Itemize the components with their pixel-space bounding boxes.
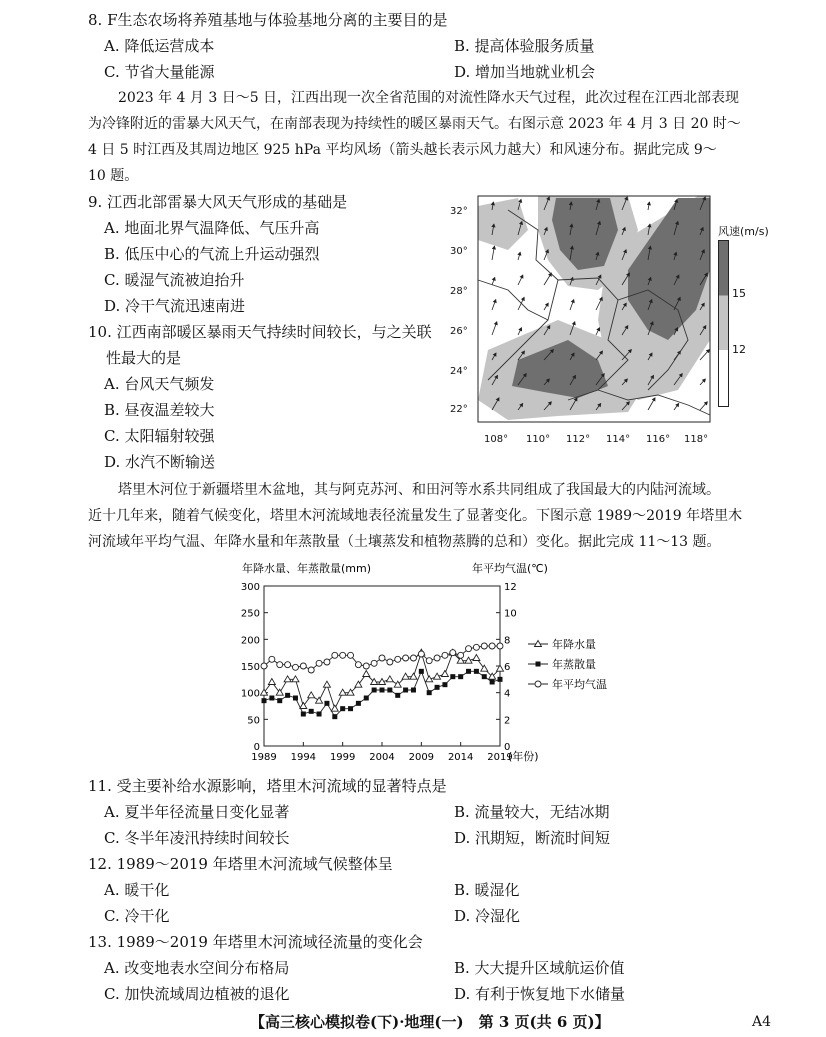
q11-option-b[interactable]: B. 流量较大，无结冰期 bbox=[454, 803, 610, 821]
point-circle bbox=[426, 658, 432, 664]
q11-option-a[interactable]: A. 夏半年径流量日变化显著 bbox=[104, 803, 290, 821]
x-tick-label: 2004 bbox=[369, 752, 395, 763]
q12-option-d[interactable]: D. 冷湿化 bbox=[454, 907, 521, 925]
wind-arrow-head bbox=[495, 322, 498, 325]
point-triangle bbox=[323, 681, 330, 687]
point-square bbox=[450, 674, 455, 679]
point-triangle bbox=[308, 692, 315, 698]
x-tick-label: 2014 bbox=[447, 752, 474, 763]
q9-stem: 9. 江西北部雷暴大风天气形成的基础是 bbox=[88, 193, 348, 211]
wind-arrow-head bbox=[600, 297, 603, 300]
point-square bbox=[411, 688, 416, 693]
point-circle bbox=[300, 663, 306, 669]
point-square bbox=[536, 662, 541, 667]
right-tick-label: 2 bbox=[504, 715, 511, 727]
right-axis-label: 年平均气温(℃) bbox=[472, 562, 548, 575]
point-square bbox=[474, 669, 479, 674]
point-square bbox=[466, 669, 471, 674]
point-circle bbox=[332, 652, 338, 658]
x-tick-label: 1994 bbox=[290, 752, 317, 763]
map-legend-bar bbox=[718, 240, 729, 407]
point-circle bbox=[277, 662, 283, 668]
point-circle bbox=[371, 660, 377, 666]
left-tick-label: 100 bbox=[240, 688, 260, 700]
point-circle bbox=[355, 662, 361, 668]
point-circle bbox=[418, 651, 424, 657]
point-square bbox=[301, 712, 306, 717]
q8-option-b[interactable]: B. 提高体验服务质量 bbox=[454, 37, 595, 55]
wind-arrow-head bbox=[675, 199, 678, 202]
point-triangle bbox=[292, 676, 299, 682]
plot-frame bbox=[264, 586, 500, 746]
point-circle bbox=[535, 681, 541, 687]
lon-label: 110° bbox=[526, 434, 551, 445]
q8-option-c[interactable]: C. 节省大量能源 bbox=[104, 63, 215, 81]
wind-arrow-head bbox=[519, 199, 522, 202]
passage1-line2: 为冷锋附近的雷暴大风天气，在南部表现为持续性的暖区暴雨天气。右图示意 2023 年 4 月 3 日 20 时～ bbox=[88, 116, 741, 132]
right-tick-label: 6 bbox=[504, 662, 511, 673]
q9-option-b[interactable]: B. 低压中心的气流上升运动强烈 bbox=[104, 245, 320, 263]
point-circle bbox=[285, 662, 291, 668]
q8-stem: 8. F生态农场将养殖基地与体验基地分离的主要目的是 bbox=[88, 11, 448, 29]
q13-option-d[interactable]: D. 有利于恢复地下水储量 bbox=[454, 985, 626, 1003]
wind-arrow-head bbox=[648, 224, 651, 227]
point-square bbox=[395, 693, 400, 698]
point-triangle bbox=[441, 671, 448, 677]
wind-arrow-head bbox=[492, 202, 495, 205]
wind-arrow-head bbox=[572, 300, 575, 303]
point-square bbox=[442, 682, 447, 687]
point-circle bbox=[324, 659, 330, 665]
legend-label: 年降水量 bbox=[552, 638, 596, 651]
point-square bbox=[324, 701, 329, 706]
left-tick-label: 250 bbox=[240, 608, 260, 620]
right-tick-label: 10 bbox=[504, 608, 517, 620]
point-triangle bbox=[316, 697, 323, 703]
chart-series bbox=[261, 643, 504, 719]
point-triangle bbox=[268, 679, 275, 685]
point-circle bbox=[458, 652, 464, 658]
wind-arrow-head bbox=[492, 277, 495, 280]
q8-option-d[interactable]: D. 增加当地就业机会 bbox=[454, 63, 596, 81]
q10-option-b[interactable]: B. 昼夜温差较大 bbox=[104, 401, 215, 419]
point-circle bbox=[340, 652, 346, 658]
point-square bbox=[364, 696, 369, 701]
lon-label: 116° bbox=[646, 434, 671, 445]
climate-line-chart bbox=[232, 560, 632, 770]
left-tick-label: 300 bbox=[240, 582, 260, 593]
point-square bbox=[356, 701, 361, 706]
q13-option-c[interactable]: C. 加快流域周边植被的退化 bbox=[104, 985, 290, 1003]
point-square bbox=[348, 706, 353, 711]
point-triangle bbox=[410, 673, 417, 679]
point-circle bbox=[387, 659, 393, 665]
left-tick-label: 0 bbox=[253, 742, 260, 753]
wind-map-figure bbox=[448, 190, 718, 452]
point-circle bbox=[269, 656, 275, 662]
point-triangle bbox=[386, 676, 393, 682]
q13-option-a[interactable]: A. 改变地表水空间分布格局 bbox=[104, 959, 290, 977]
left-axis-label: 年降水量、年蒸散量(mm) bbox=[242, 562, 372, 575]
point-square bbox=[419, 669, 424, 674]
point-circle bbox=[316, 660, 322, 666]
point-triangle bbox=[363, 671, 370, 677]
x-tick-label: 1989 bbox=[251, 752, 277, 763]
x-tick-label: 2009 bbox=[408, 752, 435, 763]
paper-code: A4 bbox=[752, 1014, 772, 1030]
point-triangle bbox=[284, 676, 291, 682]
right-tick-label: 12 bbox=[504, 582, 517, 593]
q8-option-a[interactable]: A. 降低运营成本 bbox=[104, 37, 215, 55]
legend-tick: 15 bbox=[732, 287, 746, 300]
q12-option-a[interactable]: A. 暖干化 bbox=[104, 881, 170, 899]
point-triangle bbox=[339, 689, 346, 695]
point-square bbox=[293, 696, 298, 701]
wind-arrow-head bbox=[494, 300, 497, 303]
right-tick-label: 4 bbox=[504, 688, 511, 700]
point-square bbox=[435, 685, 440, 690]
point-circle bbox=[308, 667, 314, 673]
point-circle bbox=[497, 643, 503, 649]
lon-label: 118° bbox=[684, 434, 709, 445]
point-square bbox=[309, 709, 314, 714]
q12-option-b[interactable]: B. 暖湿化 bbox=[454, 881, 520, 899]
passage1-line4: 10 题。 bbox=[88, 168, 139, 184]
point-circle bbox=[442, 652, 448, 658]
q13-option-b[interactable]: B. 大大提升区域航运价值 bbox=[454, 959, 625, 977]
point-circle bbox=[348, 652, 354, 658]
passage1-line1: 2023 年 4 月 3 日～5 日，江西出现一次全省范围的对流性降水天气过程，此次过程在江西北部表现 bbox=[118, 90, 740, 106]
lat-label: 22° bbox=[450, 404, 468, 415]
point-square bbox=[340, 706, 345, 711]
point-circle bbox=[403, 655, 409, 661]
q12-option-c[interactable]: C. 冷干化 bbox=[104, 907, 170, 925]
q10-stem-line1: 10. 江西南部暖区暴雨天气持续时间较长，与之关联 bbox=[88, 323, 432, 341]
left-tick-label: 200 bbox=[240, 635, 260, 647]
point-circle bbox=[450, 650, 456, 656]
point-triangle bbox=[473, 655, 480, 661]
q13-stem: 13. 1989～2019 年塔里木河流域径流量的变化会 bbox=[88, 933, 423, 951]
point-circle bbox=[466, 646, 472, 652]
wind-arrow-head bbox=[520, 275, 523, 278]
q10-option-d[interactable]: D. 水汽不断输送 bbox=[104, 453, 216, 471]
point-square bbox=[490, 680, 495, 685]
right-tick-label: 8 bbox=[504, 635, 511, 647]
passage2-line2: 近十几年来，随着气候变化，塔里木河流域地表径流量发生了显著变化。下图示意 1989～2019 年塔里木 bbox=[88, 508, 743, 524]
passage2-line3: 河流域年平均气温、年降水量和年蒸散量（土壤蒸发和植物蒸腾的总和）变化。据此完成 11～13 题。 bbox=[88, 534, 721, 550]
wind-arrow-head bbox=[597, 328, 600, 331]
point-square bbox=[277, 698, 282, 703]
q9-option-d[interactable]: D. 冷干气流迅速南进 bbox=[104, 297, 246, 315]
x-tick-label: 2019 bbox=[487, 752, 513, 763]
x-tick-label: 1999 bbox=[329, 752, 356, 763]
point-circle bbox=[363, 663, 369, 669]
wind-arrow-head bbox=[522, 297, 525, 300]
lat-label: 30° bbox=[450, 246, 468, 257]
wind-arrow-head bbox=[518, 252, 521, 255]
wind-arrow-head bbox=[493, 246, 496, 249]
x-axis-label: (年份) bbox=[508, 750, 539, 763]
point-square bbox=[332, 714, 337, 719]
q10-option-a[interactable]: A. 台风天气频发 bbox=[104, 375, 215, 393]
lat-label: 26° bbox=[450, 326, 468, 337]
point-square bbox=[403, 688, 408, 693]
q11-stem: 11. 受主要补给水源影响，塔里木河流域的显著特点是 bbox=[88, 777, 447, 795]
lat-label: 32° bbox=[450, 206, 468, 217]
lon-label: 114° bbox=[606, 434, 631, 445]
point-square bbox=[372, 688, 377, 693]
point-circle bbox=[292, 664, 298, 670]
point-circle bbox=[410, 655, 416, 661]
lat-label: 28° bbox=[450, 286, 468, 297]
right-tick-label: 0 bbox=[504, 742, 511, 753]
point-circle bbox=[481, 643, 487, 649]
lat-label: 24° bbox=[450, 366, 468, 377]
q12-stem: 12. 1989～2019 年塔里木河流域气候整体呈 bbox=[88, 855, 393, 873]
point-circle bbox=[261, 663, 267, 669]
point-square bbox=[498, 677, 503, 682]
point-triangle bbox=[535, 641, 542, 647]
legend-tick: 12 bbox=[732, 343, 746, 356]
point-triangle bbox=[331, 705, 338, 711]
point-circle bbox=[434, 655, 440, 661]
legend-label: 年平均气温 bbox=[552, 678, 607, 691]
wind-arrow-head bbox=[652, 398, 655, 401]
map-lat-labels bbox=[450, 206, 468, 415]
wind-arrow-head bbox=[546, 303, 549, 306]
q10-option-c[interactable]: C. 太阳辐射较强 bbox=[104, 427, 215, 445]
map-legend-title: 风速(m/s) bbox=[718, 225, 769, 238]
point-square bbox=[317, 712, 322, 717]
point-square bbox=[262, 698, 267, 703]
wind-arrow-head bbox=[519, 328, 522, 331]
point-square bbox=[427, 690, 432, 695]
point-circle bbox=[395, 656, 401, 662]
left-tick-label: 150 bbox=[240, 662, 260, 673]
point-square bbox=[458, 674, 463, 679]
map-lon-labels bbox=[484, 434, 708, 445]
passage2-line1: 塔里木河位于新疆塔里木盆地，其与阿克苏河、和田河等水系共同组成了我国最大的内陆河流域。 bbox=[118, 482, 720, 498]
point-square bbox=[285, 693, 290, 698]
point-square bbox=[380, 688, 385, 693]
point-square bbox=[387, 688, 392, 693]
point-circle bbox=[489, 643, 495, 649]
point-triangle bbox=[402, 673, 409, 679]
left-tick-label: 50 bbox=[247, 715, 260, 727]
point-square bbox=[269, 696, 274, 701]
legend-label: 年蒸散量 bbox=[552, 658, 596, 671]
q11-option-d[interactable]: D. 汛期短，断流时间短 bbox=[454, 829, 611, 847]
point-circle bbox=[473, 644, 479, 650]
q9-option-a[interactable]: A. 地面北界气温降低、气压升高 bbox=[104, 219, 320, 237]
q11-option-c[interactable]: C. 冬半年凌汛持续时间较长 bbox=[104, 829, 290, 847]
q10-stem-line2: 性最大的是 bbox=[106, 349, 182, 367]
lon-label: 112° bbox=[566, 434, 591, 445]
page-footer: 【高三核心模拟卷(下)·地理(一) 第 3 页(共 6 页)】 bbox=[250, 1013, 610, 1031]
passage1-line3: 4 日 5 时江西及其周边地区 925 hPa 平均风场（箭头越长表示风力越大）和风速分布。据此完成 9～ bbox=[88, 142, 717, 158]
wind-arrow-head bbox=[648, 202, 651, 205]
lon-label: 108° bbox=[484, 434, 509, 445]
point-circle bbox=[379, 655, 385, 661]
point-square bbox=[482, 674, 487, 679]
chart-legend bbox=[528, 637, 607, 691]
wind-arrow-head bbox=[573, 322, 576, 325]
q9-option-c[interactable]: C. 暖湿气流被迫抬升 bbox=[104, 271, 245, 289]
